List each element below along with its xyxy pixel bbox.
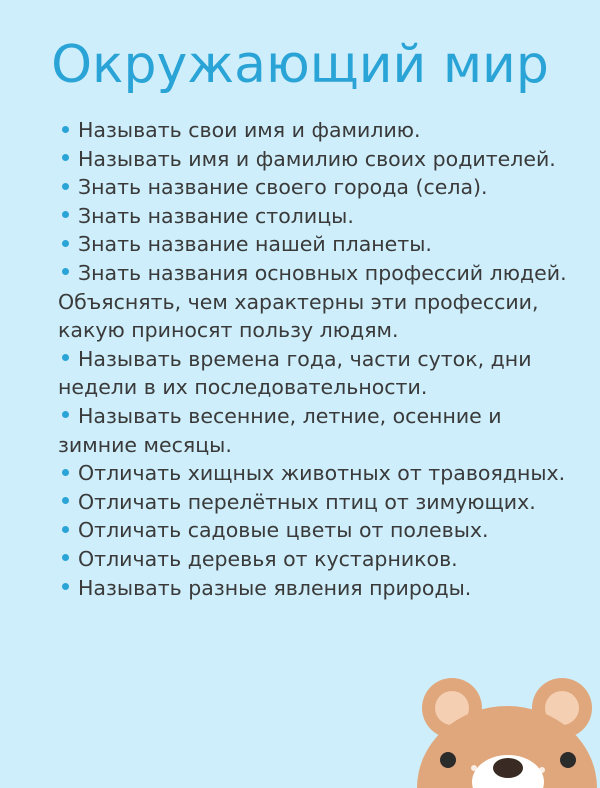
list-item: Знать название столицы. <box>58 202 568 231</box>
bullet-icon <box>62 583 69 590</box>
list-item: Отличать хищных животных от травоядных. <box>58 459 568 488</box>
bullet-icon <box>62 554 69 561</box>
list-item: Знать название нашей планеты. <box>58 230 568 259</box>
list-item: Отличать деревья от кустарников. <box>58 545 568 574</box>
list-item: Отличать садовые цветы от полевых. <box>58 516 568 545</box>
bullet-icon <box>62 211 69 218</box>
list-item: Отличать перелётных птиц от зимующих. <box>58 488 568 517</box>
list-item: Знать названия основных профессий людей. Объяснять, чем характерны эти профессии, какую приносят пользу людям. <box>58 260 567 343</box>
bullet-icon <box>62 240 69 247</box>
list-item: Называть имя и фамилию своих родителей. <box>58 145 568 174</box>
bear-illustration <box>410 678 600 788</box>
list-item: Знать название своего города (села). <box>58 173 568 202</box>
bullet-icon <box>62 411 69 418</box>
bullet-icon <box>62 183 69 190</box>
bullet-icon <box>62 469 69 476</box>
bullet-icon <box>62 126 69 133</box>
bullet-icon <box>62 268 69 275</box>
bullet-icon <box>62 354 69 361</box>
bullet-icon <box>62 154 69 161</box>
list-item: Называть весенние, летние, осенние и зимние месяцы. <box>58 403 502 457</box>
bullet-icon <box>62 497 69 504</box>
page-title: Окружающий мир <box>51 35 549 95</box>
list-item: Называть разные явления природы. <box>58 574 568 603</box>
list-item: Называть времена года, части суток, дни недели в их последовательности. <box>58 346 532 400</box>
bullet-icon <box>62 526 69 533</box>
list-item: Называть свои имя и фамилию. <box>58 116 568 145</box>
bear-icon <box>410 678 600 788</box>
requirements-list <box>58 116 568 602</box>
